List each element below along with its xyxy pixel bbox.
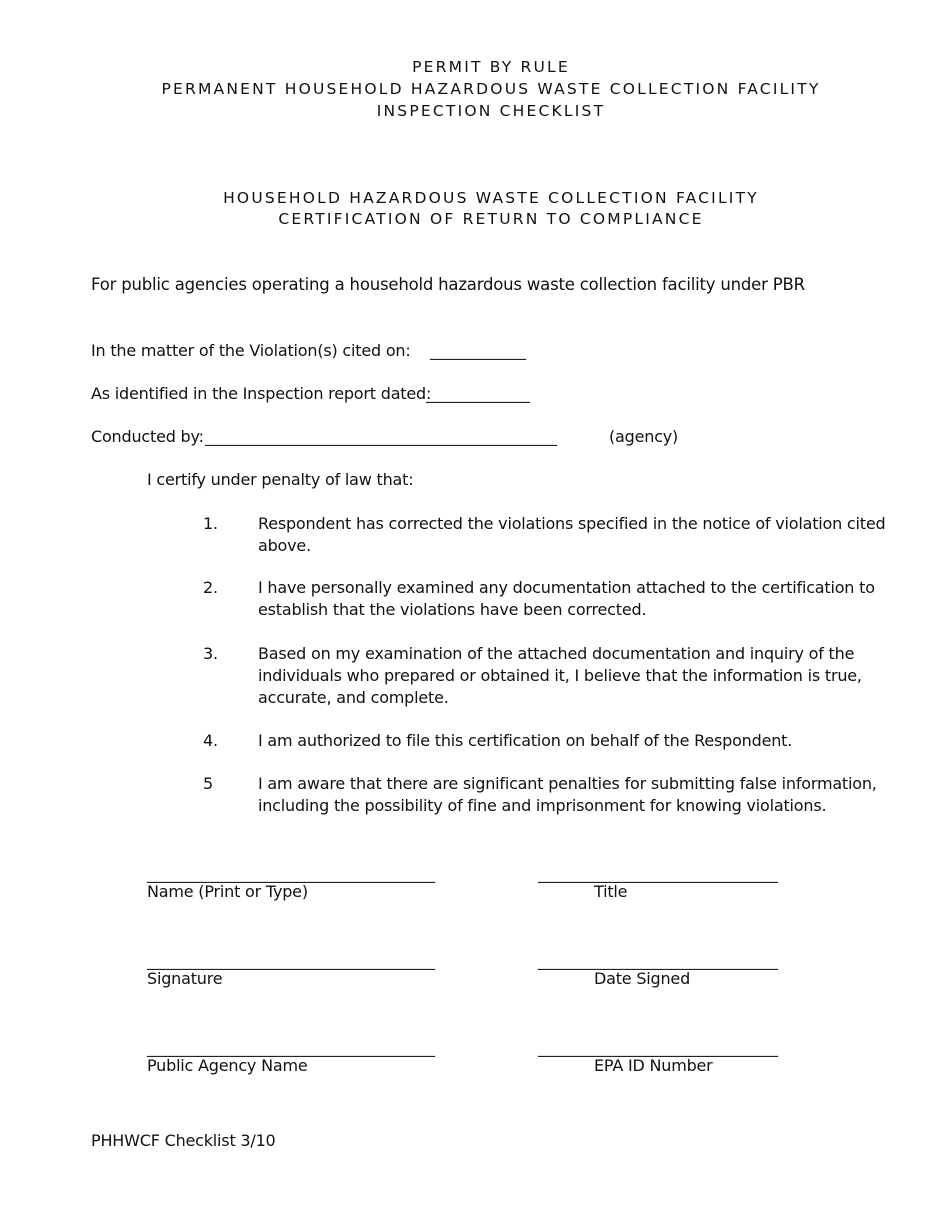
report-date-blank[interactable]: _____________ — [426, 384, 530, 403]
footer-form-id: PHHWCF Checklist 3/10 — [91, 1131, 276, 1150]
intro-text: For public agencies operating a household hazardous waste collection facility under PBR — [91, 275, 805, 294]
date-signed-line[interactable]: ______________________________ — [538, 951, 778, 970]
certification-item: Based on my examination of the attached documentation and inquiry of the individuals who prepared or obtained it, I believe that the information is true, accurate, and complete. — [258, 644, 862, 707]
header-permit-by-rule: PERMIT BY RULE — [412, 58, 570, 76]
certification-item: I am aware that there are significant penalties for submitting false information, including the possibility of fine and imprisonment for knowing violations. — [258, 774, 877, 815]
name-signature-line[interactable]: ____________________________________ — [147, 864, 435, 883]
agency-suffix: (agency) — [609, 427, 679, 446]
item-number: 1. — [203, 514, 218, 533]
certification-item: I have personally examined any documentation attached to the certification to establish that the violations have been corrected. — [258, 578, 875, 619]
conducted-by-blank[interactable]: ____________________________________________ — [205, 427, 557, 446]
header-facility-title: PERMANENT HOUSEHOLD HAZARDOUS WASTE COLLECTION FACILITY — [161, 80, 821, 98]
subheader-certification: CERTIFICATION OF RETURN TO COMPLIANCE — [278, 210, 704, 228]
conducted-label: Conducted by: — [91, 427, 204, 446]
item-number: 4. — [203, 731, 218, 750]
report-label: As identified in the Inspection report dated: — [91, 384, 432, 403]
item-number: 2. — [203, 578, 218, 597]
certification-item: I am authorized to file this certification on behalf of the Respondent. — [258, 731, 793, 750]
item-number: 3. — [203, 644, 218, 663]
title-signature-line[interactable]: ______________________________ — [538, 864, 778, 883]
title-label: Title — [594, 882, 628, 901]
date-signed-label: Date Signed — [594, 969, 691, 988]
certification-item: Respondent has corrected the violations specified in the notice of violation cited above. — [258, 514, 886, 555]
certify-intro: I certify under penalty of law that: — [147, 470, 414, 489]
subheader-facility: HOUSEHOLD HAZARDOUS WASTE COLLECTION FACILITY — [223, 189, 759, 207]
name-label: Name (Print or Type) — [147, 882, 308, 901]
epa-id-line[interactable]: ______________________________ — [538, 1038, 778, 1057]
signature-label: Signature — [147, 969, 223, 988]
header-checklist-title: INSPECTION CHECKLIST — [376, 102, 606, 120]
signature-line[interactable]: ____________________________________ — [147, 951, 435, 970]
agency-name-label: Public Agency Name — [147, 1056, 308, 1075]
item-number: 5 — [203, 774, 213, 793]
epa-id-label: EPA ID Number — [594, 1056, 713, 1075]
violation-label: In the matter of the Violation(s) cited on: — [91, 341, 411, 360]
violation-date-blank[interactable]: ____________ — [430, 341, 526, 360]
agency-name-line[interactable]: ____________________________________ — [147, 1038, 435, 1057]
